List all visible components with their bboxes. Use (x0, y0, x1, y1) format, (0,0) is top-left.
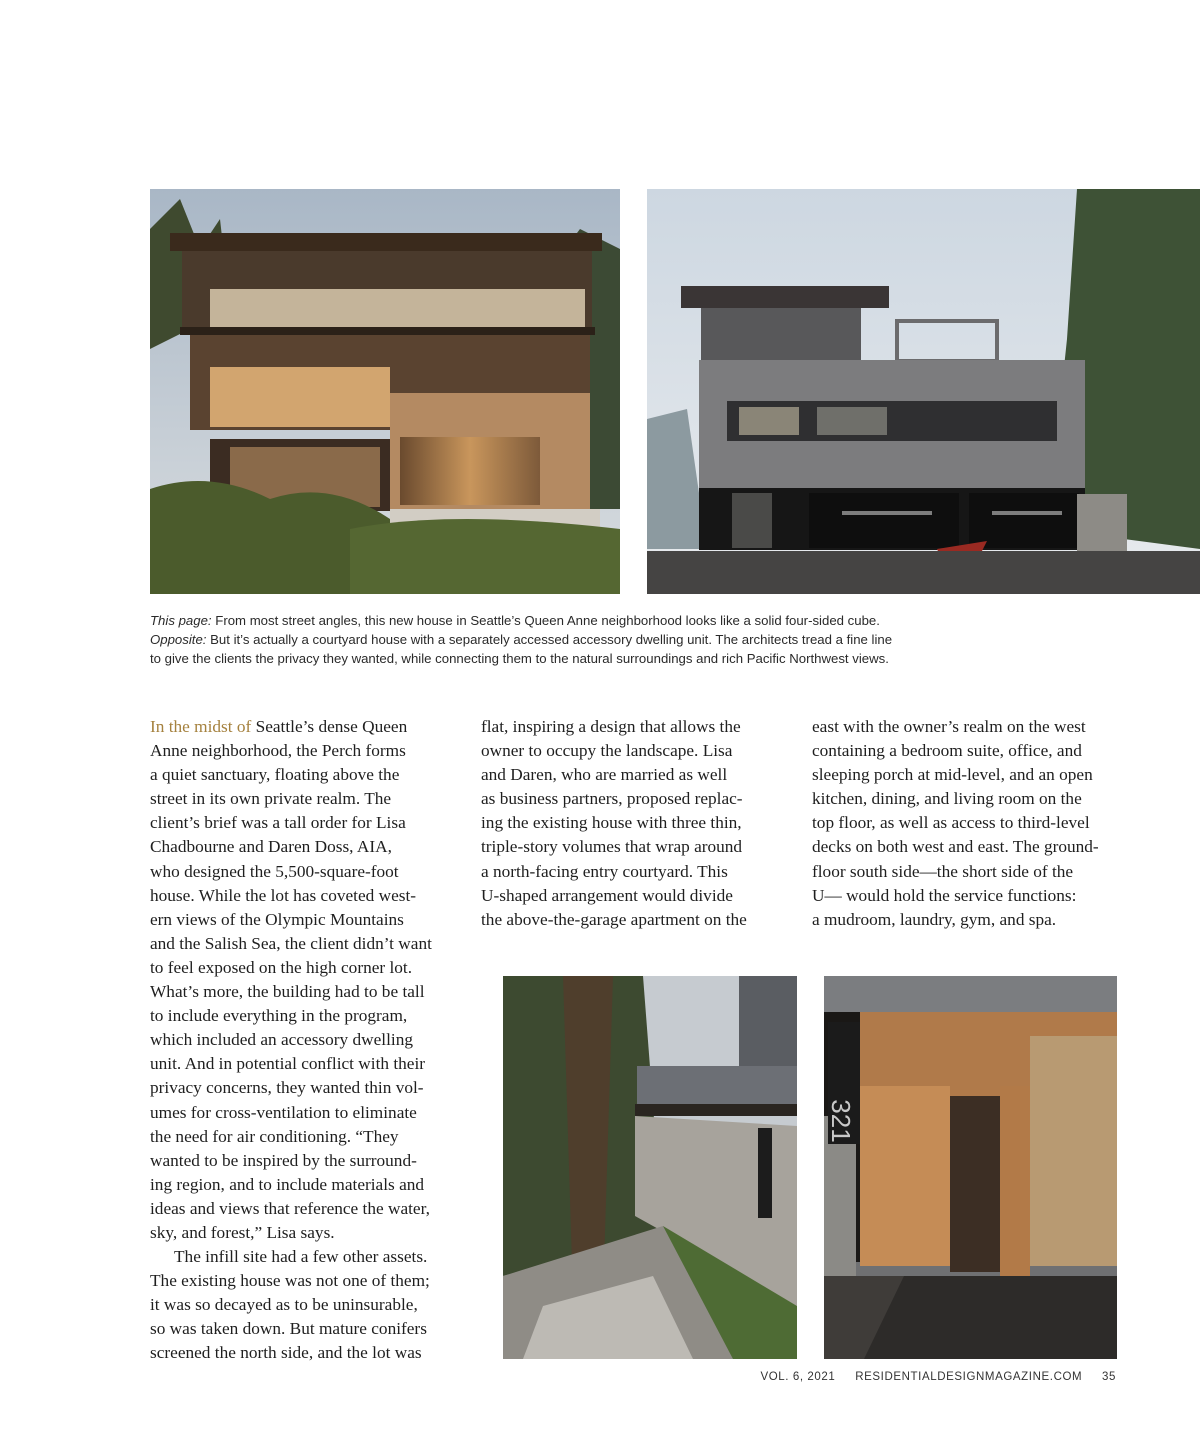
photo-west-facade (150, 189, 620, 594)
page-footer (760, 1371, 1116, 1383)
body-line: U— would hold the service functions: (812, 885, 1077, 905)
body-line: sleeping porch at mid-level, and an open (812, 765, 1093, 785)
photo-street-facade (647, 189, 1200, 594)
body-line: ern views of the Olympic Mountains (150, 909, 404, 929)
body-line: who designed the 5,500-square-foot (150, 861, 399, 881)
body-line: it was so decayed as to be uninsurable, (150, 1295, 418, 1315)
body-line: triple-story volumes that wrap around (481, 837, 743, 857)
body-line: and Daren, who are married as well (481, 765, 728, 785)
caption-label-this-page: This page: (150, 613, 212, 628)
body-paragraph-1 (150, 715, 465, 1245)
caption-line-3: to give the clients the privacy they wanted, while connecting them to the natural surroundings and rich Pacific Northwest views. (150, 651, 889, 666)
body-line: floor south side—the short side of the (812, 861, 1074, 881)
body-column-1 (150, 715, 465, 1366)
body-line: Chadbourne and Daren Doss, AIA, (150, 837, 392, 857)
body-line: unit. And in potential conflict with their (150, 1054, 426, 1074)
body-line: a mudroom, laundry, gym, and spa. (812, 909, 1057, 929)
body-line: ing region, and to include materials and (150, 1174, 425, 1194)
lead-in: In the midst of (150, 717, 252, 736)
body-line: containing a bedroom suite, office, and (812, 741, 1082, 761)
body-line: wanted to be inspired by the surround- (150, 1150, 417, 1170)
body-column-3 (812, 715, 1132, 932)
body-line: In the midst of Seattle’s dense Queen (150, 717, 408, 736)
photo-caption (150, 611, 1010, 668)
body-line: client’s brief was a tall order for Lisa (150, 813, 406, 833)
body-line: screened the north side, and the lot was (150, 1343, 422, 1363)
body-paragraph-2-end (812, 715, 1132, 932)
body-line: top floor, as well as access to third-level (812, 813, 1090, 833)
body-line: The infill site had a few other assets. (174, 1247, 428, 1267)
body-line: What’s more, the building had to be tall (150, 982, 425, 1002)
footer-volume: VOL. 6, 2021 (760, 1371, 836, 1383)
body-line: the above-the-garage apartment on the (481, 909, 747, 929)
body-line: ing the existing house with three thin, (481, 813, 742, 833)
body-line: house. While the lot has coveted west- (150, 885, 417, 905)
photo-entry-path (503, 976, 797, 1359)
body-line: privacy concerns, they wanted thin vol- (150, 1078, 424, 1098)
body-line: Anne neighborhood, the Perch forms (150, 741, 406, 761)
body-line: The existing house was not one of them; (150, 1271, 430, 1291)
body-line: to feel exposed on the high corner lot. (150, 957, 413, 977)
body-line: sky, and forest,” Lisa says. (150, 1222, 335, 1242)
body-line: and the Salish Sea, the client didn’t want (150, 933, 432, 953)
footer-website: RESIDENTIALDESIGNMAGAZINE.COM (855, 1371, 1083, 1383)
body-line: owner to occupy the landscape. Lisa (481, 741, 733, 761)
body-line: a quiet sanctuary, floating above the (150, 765, 400, 785)
house-number: 321 (826, 1099, 856, 1143)
house-number-sign (828, 1022, 860, 1144)
body-line: flat, inspiring a design that allows the (481, 717, 741, 736)
body-line: U-shaped arrangement would divide (481, 885, 733, 905)
body-line: to include everything in the program, (150, 1006, 408, 1026)
body-line: decks on both west and east. The ground- (812, 837, 1099, 857)
caption-line-1: This page: From most street angles, this new house in Seattle’s Queen Anne neighborhood looks like a solid four-sided cube. (150, 613, 880, 628)
caption-line-2: Opposite: But it’s actually a courtyard house with a separately accessed accessory dwelling unit. The architects tread a fine line (150, 632, 893, 647)
photo-entry-door (824, 976, 1117, 1359)
body-line: street in its own private realm. The (150, 789, 392, 809)
body-line: as business partners, proposed replac- (481, 789, 743, 809)
body-line: the need for air conditioning. “They (150, 1126, 399, 1146)
body-paragraph-2-cont (481, 715, 781, 932)
page-number: 35 (1102, 1371, 1116, 1383)
body-line: east with the owner’s realm on the west (812, 717, 1086, 736)
body-column-2 (481, 715, 781, 932)
body-line: which included an accessory dwelling (150, 1030, 413, 1050)
body-line: umes for cross-ventilation to eliminate (150, 1102, 417, 1122)
body-line: kitchen, dining, and living room on the (812, 789, 1082, 809)
caption-label-opposite: Opposite: (150, 632, 207, 647)
body-line: so was taken down. But mature conifers (150, 1319, 427, 1339)
body-line: a north-facing entry courtyard. This (481, 861, 728, 881)
body-paragraph-2 (150, 1245, 465, 1365)
body-line: ideas and views that reference the water, (150, 1198, 430, 1218)
